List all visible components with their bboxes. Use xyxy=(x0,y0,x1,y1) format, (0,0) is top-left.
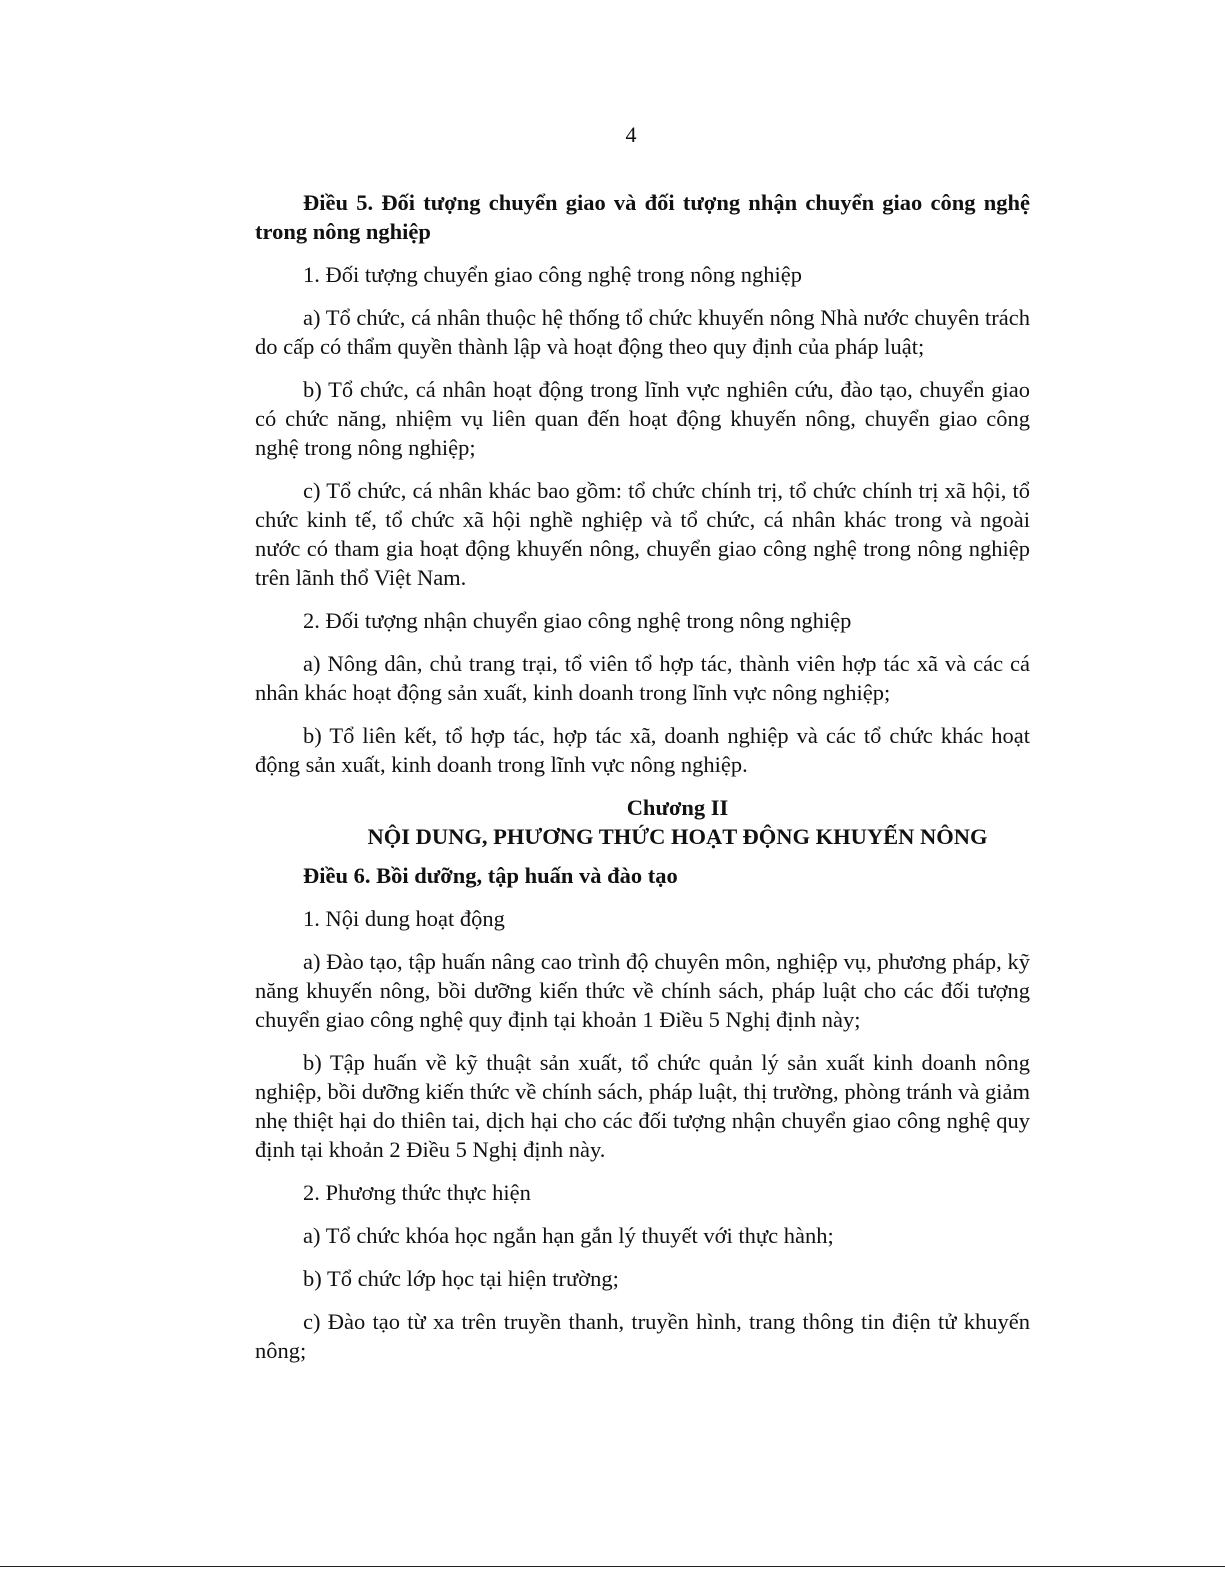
article-5-title: Điều 5. Đối tượng chuyển giao và đối tượng nhận chuyển giao công nghệ trong nông nghiệp xyxy=(255,190,1030,244)
article-6-clause-2-b: b) Tổ chức lớp học tại hiện trường; xyxy=(303,1266,619,1291)
article-5-clause-1-b: b) Tổ chức, cá nhân hoạt động trong lĩnh vực nghiên cứu, đào tạo, chuyển giao có chức năng, nhiệm vụ liên quan đến hoạt động khuyến nông, chuyển giao công nghệ trong nông nghiệp; xyxy=(255,377,1030,460)
article-5-clause-1-a: a) Tổ chức, cá nhân thuộc hệ thống tổ chức khuyến nông Nhà nước chuyên trách do cấp có thẩm quyền thành lập và hoạt động theo quy định của pháp luật; xyxy=(255,305,1030,359)
document-body xyxy=(255,188,1030,1379)
article-5-clause-2-a: a) Nông dân, chủ trang trại, tổ viên tổ hợp tác, thành viên hợp tác xã và các cá nhân khác hoạt động sản xuất, kinh doanh trong lĩnh vực nông nghiệp; xyxy=(255,651,1030,705)
article-6-clause-1-a: a) Đào tạo, tập huấn nâng cao trình độ chuyên môn, nghiệp vụ, phương pháp, kỹ năng khuyến nông, bồi dưỡng kiến thức về chính sách, pháp luật cho các đối tượng chuyển giao công nghệ quy định tại khoản 1 Điều 5 Nghị định này; xyxy=(255,949,1030,1032)
article-6-clause-1-heading: 1. Nội dung hoạt động xyxy=(303,906,505,931)
article-6-clause-2-a: a) Tổ chức khóa học ngắn hạn gắn lý thuyết với thực hành; xyxy=(303,1223,834,1248)
article-6-clause-2-c: c) Đào tạo từ xa trên truyền thanh, truyền hình, trang thông tin điện tử khuyến nông; xyxy=(255,1309,1030,1363)
article-6-clause-1-b: b) Tập huấn về kỹ thuật sản xuất, tổ chức quản lý sản xuất kinh doanh nông nghiệp, bồi dưỡng kiến thức về chính sách, pháp luật, thị trường, phòng tránh và giảm nhẹ thiệt hại do thiên tai, dịch hại cho các đối tượng nhận chuyển giao công nghệ quy định tại khoản 2 Điều 5 Nghị định này. xyxy=(255,1050,1030,1162)
article-5-clause-1-heading: 1. Đối tượng chuyển giao công nghệ trong nông nghiệp xyxy=(303,262,803,287)
chapter-title: NỘI DUNG, PHƯƠNG THỨC HOẠT ĐỘNG KHUYẾN NÔNG xyxy=(367,824,988,849)
page-number: 4 xyxy=(625,122,637,147)
article-5-clause-2-heading: 2. Đối tượng nhận chuyển giao công nghệ trong nông nghiệp xyxy=(303,608,852,633)
chapter-label: Chương II xyxy=(626,795,729,820)
article-6-clause-2-heading: 2. Phương thức thực hiện xyxy=(303,1180,531,1205)
page-bottom-edge xyxy=(0,1566,1225,1567)
article-5-clause-1-c: c) Tổ chức, cá nhân khác bao gồm: tổ chức chính trị, tổ chức chính trị xã hội, tổ chức kinh tế, tổ chức xã hội nghề nghiệp và tổ chức, cá nhân khác trong và ngoài nước có tham gia hoạt động khuyến nông, chuyển giao công nghệ trong nông nghiệp trên lãnh thổ Việt Nam. xyxy=(255,478,1030,590)
article-5-clause-2-b: b) Tổ liên kết, tổ hợp tác, hợp tác xã, doanh nghiệp và các tổ chức khác hoạt động sản xuất, kinh doanh trong lĩnh vực nông nghiệp. xyxy=(255,723,1030,777)
article-6-title: Điều 6. Bồi dưỡng, tập huấn và đào tạo xyxy=(303,863,678,888)
chapter-heading xyxy=(255,793,1030,851)
